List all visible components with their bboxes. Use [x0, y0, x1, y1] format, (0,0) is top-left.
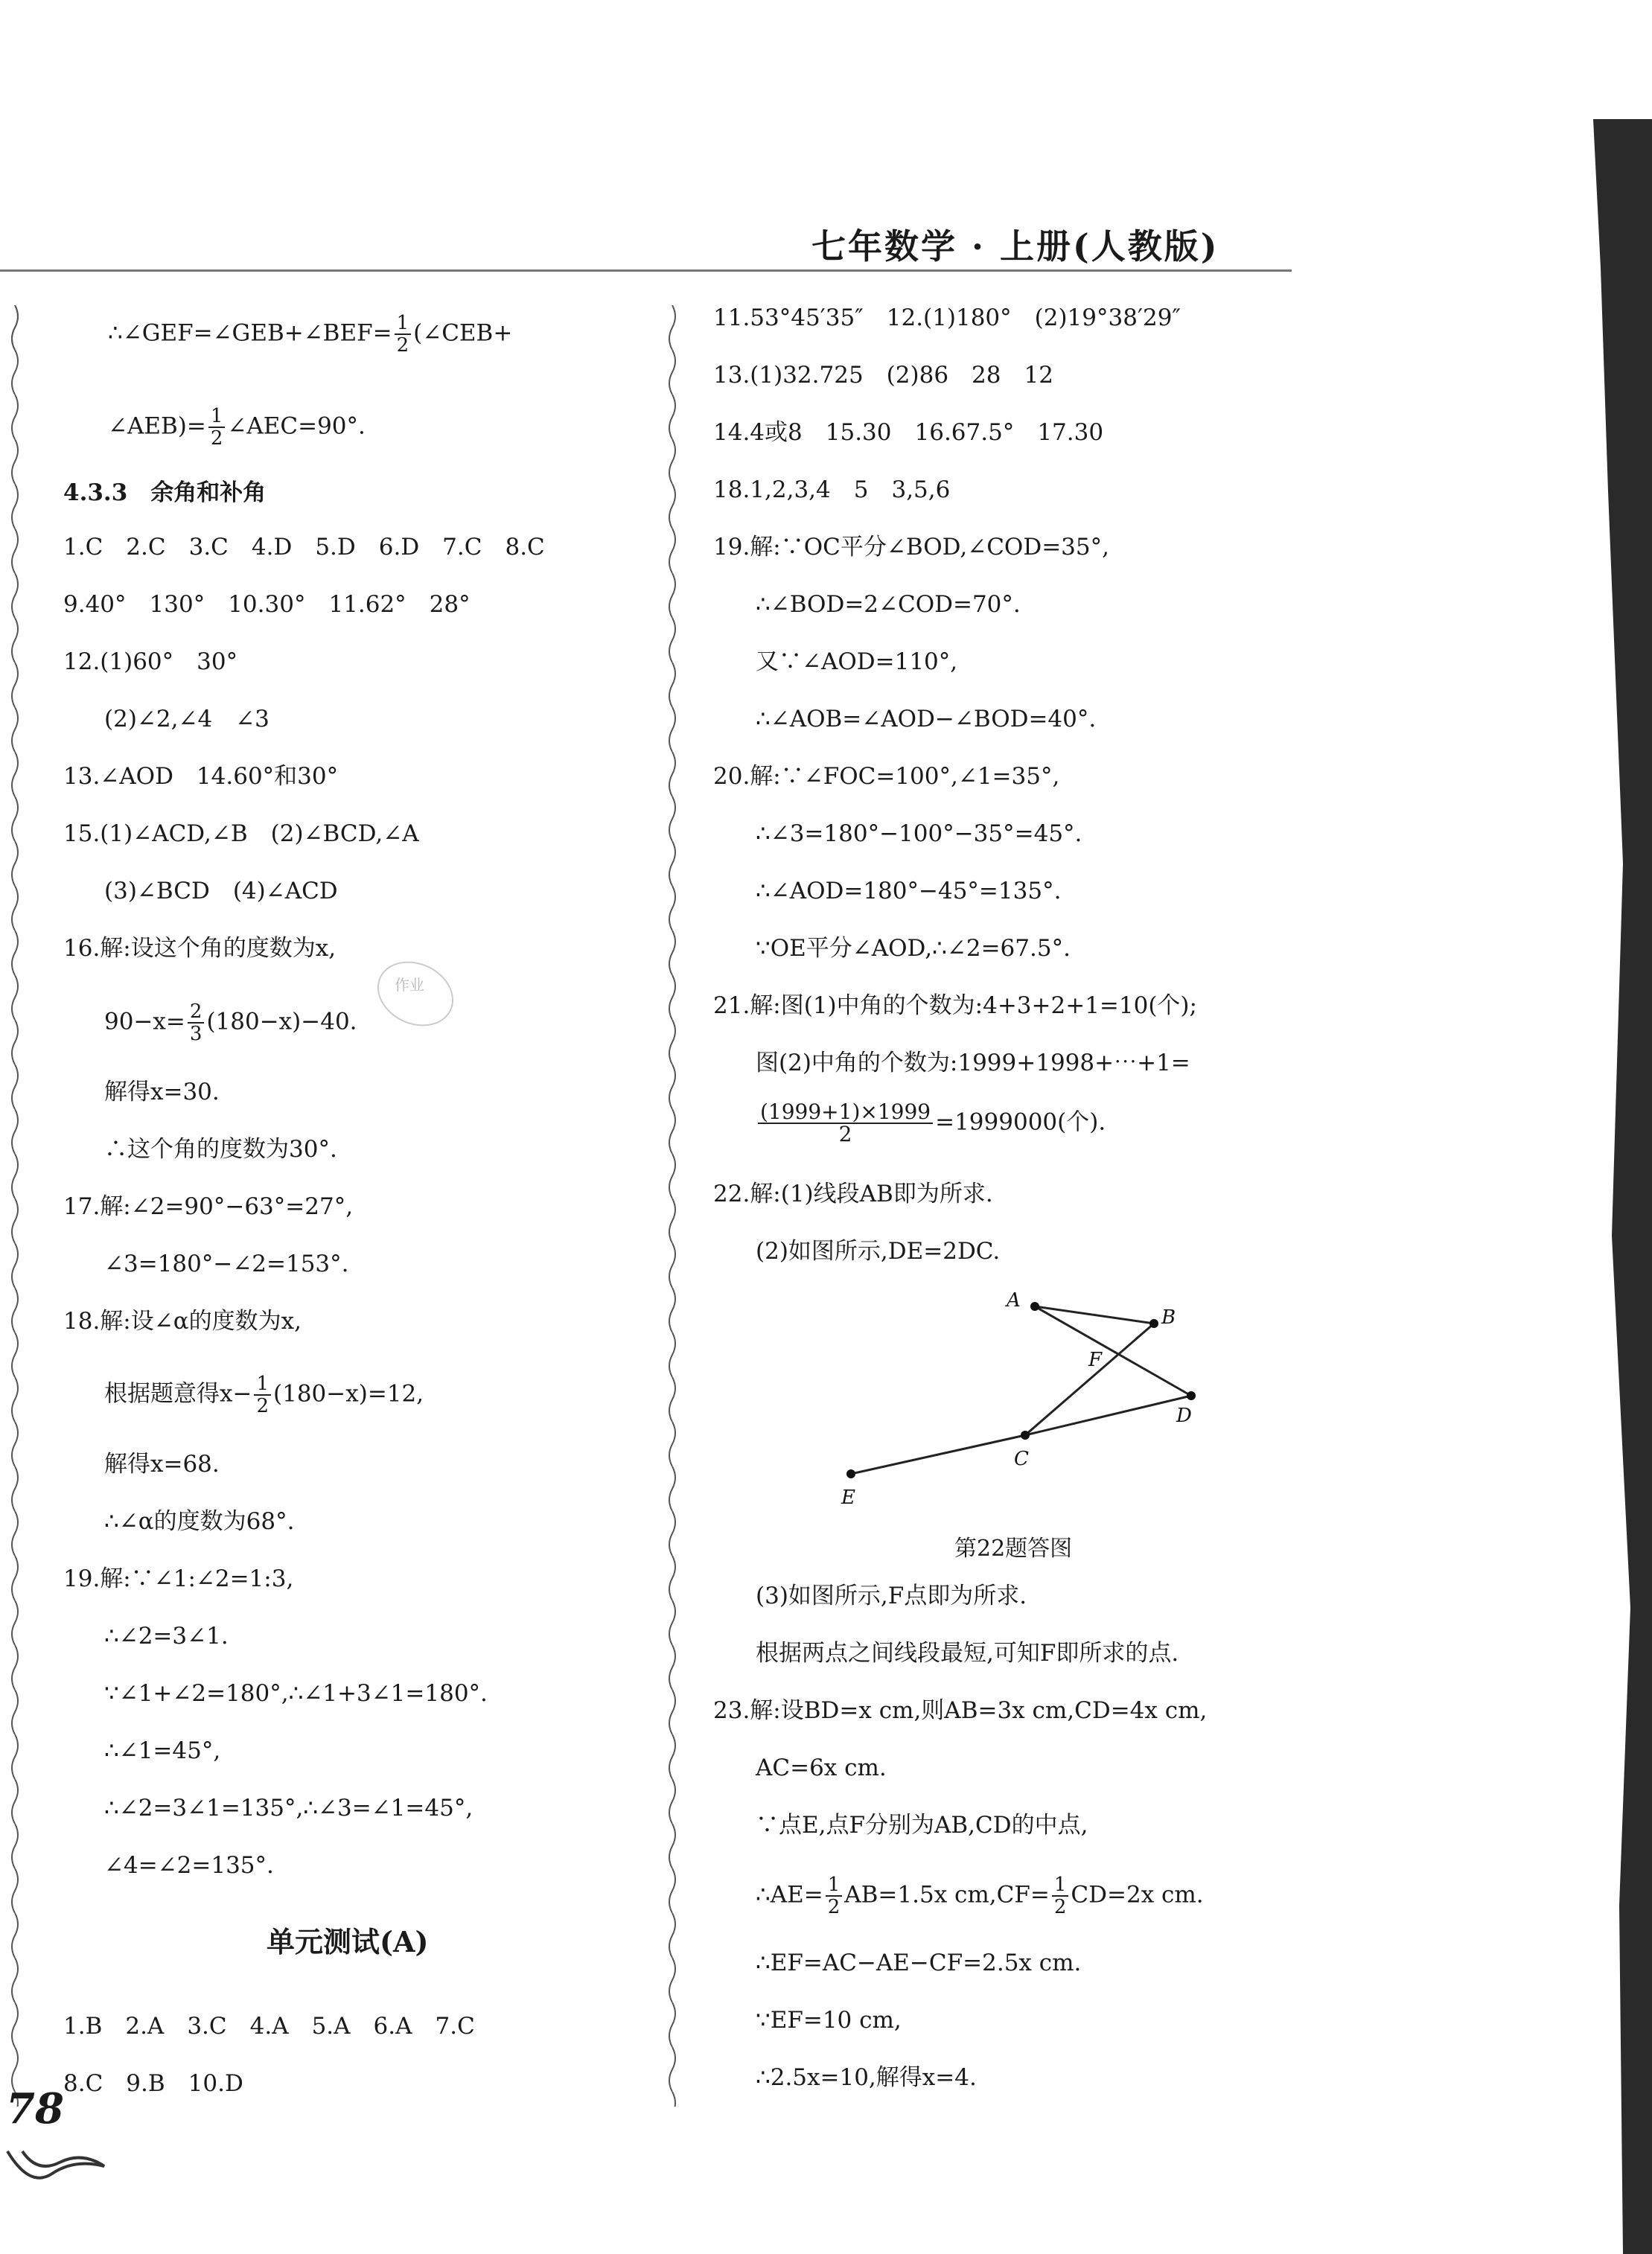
segment-cd	[1025, 1396, 1191, 1435]
left-line: ∠4=∠2=135°.	[104, 1852, 274, 1879]
right-line: ∵点E,点F分别为AB,CD的中点,	[756, 1812, 1088, 1839]
label-f: F	[1088, 1349, 1103, 1371]
right-line: 18.1,2,3,4 5 3,5,6	[713, 476, 951, 503]
left-line: 19.解:∵∠1:∠2=1:3,	[63, 1565, 294, 1592]
right-line: ∴∠3=180°−100°−35°=45°.	[756, 820, 1082, 847]
label-a: A	[1007, 1289, 1021, 1312]
section-heading: 4.3.3 余角和补角	[63, 479, 267, 506]
segment-ce	[851, 1435, 1025, 1474]
left-line: 解得x=68.	[104, 1451, 220, 1478]
left-line: 解得x=30.	[104, 1079, 220, 1105]
right-line: ∴EF=AC−AE−CF=2.5x cm.	[756, 1950, 1082, 1976]
left-line: 18.解:设∠α的度数为x,	[63, 1308, 302, 1335]
fraction-sum: $\frac{(1999+1)\times 1999}{2}$	[758, 1102, 933, 1145]
label-b: B	[1161, 1306, 1176, 1329]
figure-caption: 第22题答图	[954, 1536, 1073, 1562]
right-line: 根据两点之间线段最短,可知F即所求的点.	[756, 1640, 1179, 1667]
right-line: ∵OE平分∠AOD,∴∠2=67.5°.	[756, 935, 1071, 962]
left-line: ∵∠1+∠2=180°,∴∠1+3∠1=180°.	[104, 1680, 488, 1707]
fraction-half: $\frac{1}{2}$	[826, 1874, 843, 1918]
center-wavy-divider	[665, 305, 680, 2107]
unit-test-title: 单元测试(A)	[267, 1925, 429, 1958]
left-line: ∠AEB)= $\frac{1}{2}$ ∠AEC=90°.	[108, 405, 366, 450]
right-line: 20.解:∵∠FOC=100°,∠1=35°,	[713, 763, 1060, 790]
right-line: 22.解:(1)线段AB即为所求.	[713, 1181, 993, 1207]
left-line: ∴∠2=3∠1.	[104, 1623, 229, 1650]
left-line: 90−x= $\frac{2}{3}$ (180−x)−40.	[104, 1000, 357, 1045]
left-line: ∴∠2=3∠1=135°,∴∠3=∠1=45°,	[104, 1795, 473, 1822]
left-line: 12.(1)60° 30°	[63, 648, 238, 675]
fraction-half: $\frac{1}{2}$	[254, 1373, 271, 1417]
right-line: 14.4或8 15.30 16.67.5° 17.30	[713, 419, 1104, 446]
right-line: ∴AE= $\frac{1}{2}$ AB=1.5x cm,CF= $\frac{1}{2}$ CD=2x cm.	[756, 1874, 1204, 1918]
segment-bc	[1025, 1324, 1154, 1435]
left-line: 1.C 2.C 3.C 4.D 5.D 6.D 7.C 8.C	[63, 534, 545, 561]
right-line: ∴∠BOD=2∠COD=70°.	[756, 591, 1021, 618]
label-c: C	[1014, 1448, 1029, 1470]
right-line: 19.解:∵OC平分∠BOD,∠COD=35°,	[713, 534, 1109, 561]
right-line: ∴2.5x=10,解得x=4.	[756, 2064, 977, 2091]
right-line: 21.解:图(1)中角的个数为:4+3+2+1=10(个);	[713, 992, 1197, 1019]
left-line: 15.(1)∠ACD,∠B (2)∠BCD,∠A	[63, 820, 419, 847]
right-line: 13.(1)32.725 (2)86 28 12	[713, 362, 1053, 389]
left-line: 1.B 2.A 3.C 4.A 5.A 6.A 7.C	[63, 2013, 475, 2040]
homework-stamp-watermark	[371, 953, 460, 1035]
left-line: 17.解:∠2=90°−63°=27°,	[63, 1193, 354, 1220]
header-rule	[0, 269, 1292, 272]
left-line: 根据题意得x− $\frac{1}{2}$ (180−x)=12,	[104, 1373, 424, 1417]
right-line: 图(2)中角的个数为:1999+1998+⋯+1=	[756, 1050, 1190, 1076]
label-d: D	[1176, 1405, 1192, 1427]
right-line: AC=6x cm.	[756, 1755, 887, 1781]
left-line: 8.C 9.B 10.D	[63, 2070, 243, 2097]
left-line: 13.∠AOD 14.60°和30°	[63, 763, 339, 790]
problem-22-figure	[811, 1265, 1228, 1519]
right-line: ∴∠AOB=∠AOD−∠BOD=40°.	[756, 706, 1097, 732]
page-number: 78	[6, 2084, 64, 2133]
leaf-ornament-icon	[0, 2129, 112, 2196]
left-line: ∴∠1=45°,	[104, 1737, 221, 1764]
left-line: (2)∠2,∠4 ∠3	[104, 706, 270, 732]
left-line: ∴这个角的度数为30°.	[104, 1136, 337, 1163]
left-line: (3)∠BCD (4)∠ACD	[104, 878, 338, 904]
fraction-half: $\frac{1}{2}$	[395, 313, 412, 356]
right-line: ∵EF=10 cm,	[756, 2007, 902, 2034]
point-c	[1021, 1431, 1030, 1440]
point-a	[1030, 1302, 1039, 1311]
point-d	[1187, 1391, 1196, 1400]
label-e: E	[841, 1487, 855, 1509]
right-line: 又∵∠AOD=110°,	[756, 648, 958, 675]
right-line: (2)如图所示,DE=2DC.	[756, 1238, 1001, 1265]
left-line: 9.40° 130° 10.30° 11.62° 28°	[63, 591, 471, 618]
left-line: ∠3=180°−∠2=153°.	[104, 1251, 349, 1277]
svg-text:作业: 作业	[395, 976, 424, 994]
left-wavy-divider	[7, 305, 22, 2107]
right-line: $\frac{(1999+1)\times 1999}{2}$ =1999000(个).	[756, 1102, 1106, 1145]
page-header-title: 七年数学 · 上册(人教版)	[811, 226, 1219, 266]
left-line: 16.解:设这个角的度数为x,	[63, 935, 337, 962]
left-line: ∴∠α的度数为68°.	[104, 1508, 295, 1535]
point-b	[1149, 1319, 1158, 1328]
right-line: (3)如图所示,F点即为所求.	[756, 1583, 1027, 1609]
fraction-half: $\frac{1}{2}$	[208, 406, 226, 449]
point-e	[846, 1469, 855, 1478]
fraction-half: $\frac{1}{2}$	[1052, 1874, 1069, 1918]
fraction-two-thirds: $\frac{2}{3}$	[188, 1001, 205, 1044]
scan-edge-shadow	[1578, 119, 1652, 2254]
segment-ab	[1035, 1306, 1154, 1324]
left-line: ∴∠GEF=∠GEB+∠BEF= $\frac{1}{2}$ (∠CEB+	[108, 312, 513, 357]
right-line: 23.解:设BD=x cm,则AB=3x cm,CD=4x cm,	[713, 1697, 1208, 1724]
right-line: 11.53°45′35″ 12.(1)180° (2)19°38′29″	[713, 304, 1181, 331]
right-line: ∴∠AOD=180°−45°=135°.	[756, 878, 1062, 904]
